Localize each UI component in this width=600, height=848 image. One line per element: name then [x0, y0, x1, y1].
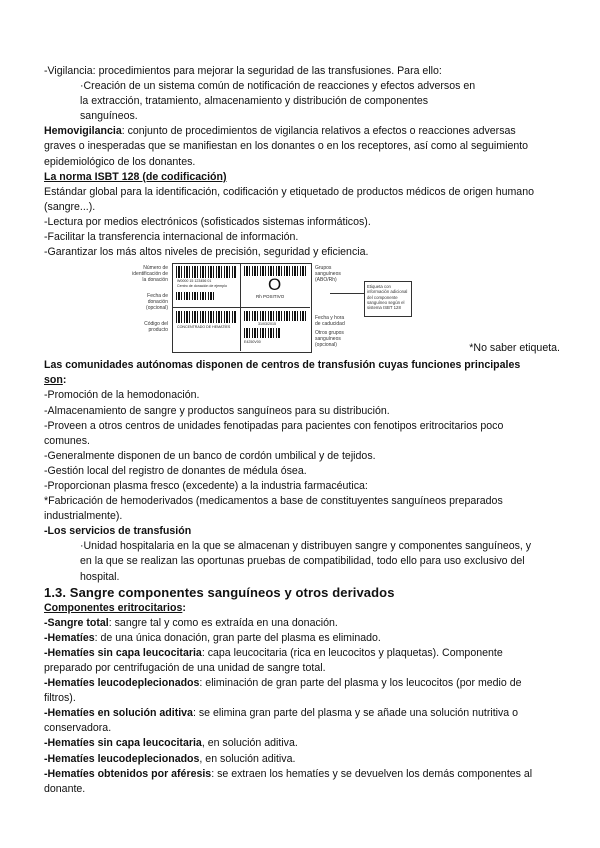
comunidades-bullet: -Proporcionan plasma fresco (excedente) a la industria farmacéutica:	[44, 479, 368, 492]
isbt-bullet: -Facilitar la transferencia internacional de información.	[44, 231, 299, 244]
hemovigilancia-line: graves o inesperadas que se manifiestan en los donantes o en los receptores, así como al seguimiento	[44, 140, 529, 153]
isbt-heading: La norma ISBT 128 (de codificación)	[44, 170, 227, 183]
comunidades-bullet-cont: industrialmente).	[44, 510, 123, 523]
figure-label-donation-id: Número de identificación de la donación	[132, 265, 168, 284]
comunidades-heading-cont	[44, 373, 560, 388]
component-text: : se elimina gran parte del plasma y se añade una solución nutritiva o	[192, 707, 519, 720]
component-text: : eliminación de gran parte del plasma y los leucocitos (por medio de	[199, 677, 522, 690]
component-term: -Sangre total	[44, 616, 109, 629]
label-divider	[172, 307, 310, 308]
component-item	[44, 736, 560, 751]
vigilancia-sub-line: sanguíneos.	[80, 110, 138, 123]
rh-text: Rh POSITIVO	[256, 294, 285, 300]
component-text: , en solución aditiva.	[201, 737, 298, 750]
component-item-cont: filtros).	[44, 692, 76, 705]
figure-label-expiry: Fecha y hora de caducidad	[315, 315, 345, 328]
component-item-cont: conservadora.	[44, 722, 112, 735]
isbt-line: Estándar global para la identificación, codificación y etiquetado de productos médicos de origen humano	[44, 185, 534, 198]
comunidades-bullet: -Almacenamiento de sangre y productos sanguíneos para su distribución.	[44, 404, 390, 417]
other-groups-barcode	[244, 328, 280, 338]
comunidades-heading: Las comunidades autónomas disponen de centros de transfusión cuyas funciones principales	[44, 359, 521, 372]
component-term: -Hematíes leucodeplecionados	[44, 677, 200, 690]
section-subheading-colon: :	[182, 601, 186, 614]
component-text: : se extraen los hematíes y se devuelven los demás componentes al	[211, 767, 533, 780]
hemovigilancia-line: epidemiológico de los donantes.	[44, 155, 196, 168]
component-item	[44, 767, 560, 782]
component-text: : de una única donación, gran parte del plasma es eliminado.	[94, 631, 381, 644]
donation-barcode	[176, 266, 236, 278]
hemovigilancia-paragraph	[44, 124, 560, 139]
hemovigilancia-term: Hemovigilancia	[44, 125, 122, 138]
figure-mini-text: Centro de donación de ejemplo	[177, 284, 227, 289]
figure-label-blood-groups: Grupos sanguíneos (ABO/Rh)	[315, 265, 341, 284]
servicios-line: en la que se realizan las oportunas pruebas de compatibilidad, todo ello para uso exclusivo del	[80, 555, 525, 568]
component-item-cont: preparado por centrifugación de una unidad de sangre total.	[44, 662, 326, 674]
component-item-cont: donante.	[44, 782, 86, 795]
component-term: -Hematíes sin capa leucocitaria	[44, 737, 202, 750]
comunidades-heading-son: son	[44, 374, 63, 387]
comunidades-bullet: *Fabricación de hemoderivados (medicamentos a base de constituyentes sanguíneos preparados	[44, 495, 503, 508]
component-text: : capa leucocitaria (rica en leucocitos y plaquetas). Componente	[201, 646, 503, 659]
figure-mini-text: 31/03/2015	[258, 322, 276, 327]
servicios-line: ·Unidad hospitalaria en la que se almacenan y distribuyen sangre y componentes sanguíneos, y	[80, 540, 532, 553]
document-page	[44, 64, 560, 797]
figure-note: *No saber etiqueta.	[469, 342, 560, 355]
component-item	[44, 706, 560, 721]
component-item	[44, 616, 560, 631]
component-list	[44, 616, 560, 797]
component-item	[44, 676, 560, 691]
comunidades-heading-colon: :	[62, 374, 67, 387]
isbt-bullet: -Garantizar los más altos niveles de precisión, seguridad y eficiencia.	[44, 246, 369, 259]
figure-mini-text: E4250V00	[244, 340, 261, 345]
info-box-text: Etiqueta con información adicional del componente sanguíneo según el sistema ISBT 128	[367, 284, 408, 311]
vigilancia-sub-line: ·Creación de un sistema común de notificación de reacciones y efectos adversos en	[80, 80, 476, 93]
component-term: -Hematíes leucodeplecionados	[44, 752, 200, 765]
comunidades-bullet: -Gestión local del registro de donantes de médula ósea.	[44, 464, 307, 477]
comunidades-bullet: -Promoción de la hemodonación.	[44, 389, 200, 402]
vigilancia-sub-line: la extracción, tratamiento, almacenamiento y distribución de componentes	[80, 95, 429, 108]
product-barcode	[176, 311, 236, 323]
vigilancia-line: -Vigilancia: procedimientos para mejorar la seguridad de las transfusiones. Para ello:	[44, 65, 442, 77]
expiry-barcode	[244, 311, 306, 321]
component-term: -Hematíes sin capa leucocitaria	[44, 646, 202, 659]
component-item	[44, 646, 560, 661]
isbt-bullet: -Lectura por medios electrónicos (sofisticados sistemas informáticos).	[44, 215, 371, 228]
section-subheading	[44, 601, 560, 616]
component-item	[44, 631, 560, 646]
blood-group: O	[268, 275, 282, 295]
figure-label-other-groups: Otros grupos sanguíneos (opcional)	[315, 330, 344, 349]
isbt-line: (sangre...).	[44, 200, 96, 213]
component-text: , en solución aditiva.	[199, 752, 296, 765]
figure-label-donation-date: Fecha de donación (opcional)	[146, 293, 168, 312]
servicios-line: hospital.	[80, 570, 120, 583]
isbt-label-figure	[44, 263, 560, 358]
comunidades-bullet-cont: comunes.	[44, 434, 90, 447]
servicios-heading: -Los servicios de transfusión	[44, 525, 192, 538]
section-title: 1.3. Sangre componentes sanguíneos y otros derivados	[44, 584, 395, 600]
component-term: -Hematíes	[44, 631, 95, 644]
figure-mini-text: CONCENTRADO DE HEMATÍES	[177, 325, 231, 330]
figure-mini-text: W0000 15 123456 01	[177, 279, 212, 284]
figure-pointer-line	[330, 293, 364, 294]
hemovigilancia-text: : conjunto de procedimientos de vigilancia relativos a efectos o reacciones adversas	[121, 125, 516, 138]
date-barcode	[176, 292, 216, 300]
figure-label-product-code: Código del producto	[144, 321, 168, 334]
component-term: -Hematíes en solución aditiva	[44, 707, 193, 720]
component-text: : sangre tal y como es extraída en una donación.	[108, 616, 338, 629]
comunidades-bullet: -Proveen a otros centros de unidades fenotipadas para pacientes con fenotipos eritrocitarios poco	[44, 419, 504, 432]
section-subheading-text: Componentes eritrocitarios	[44, 601, 183, 614]
component-term: -Hematíes obtenidos por aféresis	[44, 767, 212, 780]
comunidades-bullet: -Generalmente disponen de un banco de cordón umbilical y de tejidos.	[44, 449, 376, 462]
component-item	[44, 752, 560, 767]
